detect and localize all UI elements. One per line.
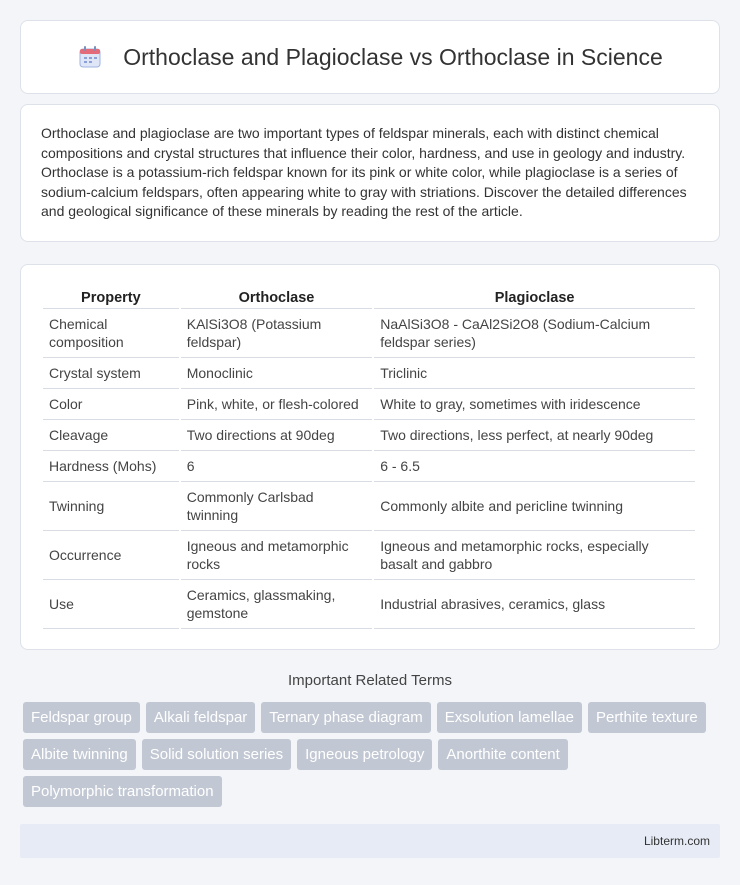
cell-property: Color [43,389,179,420]
cell-orthoclase: 6 [181,451,372,482]
cell-orthoclase: Ceramics, glassmaking, gemstone [181,580,372,629]
cell-property: Occurrence [43,531,179,580]
cell-property: Hardness (Mohs) [43,451,179,482]
table-row [43,309,695,358]
table-header-row [43,286,695,309]
table-row [43,482,695,531]
intro-paragraph: Orthoclase and plagioclase are two important types of feldspar minerals, each with distinct chemical compositions and crystal structures that influence their color, hardness, and use in geology and industry. Orthoclase is a potassium-rich feldspar known for its pink or white color, while plagioclase is a series of sodium-calcium feldspars, often appearing white to gray with striations. Discover the detailed differences and geological significance of these minerals by reading the rest of the article. [41,125,687,219]
table-row [43,451,695,482]
cell-property: Twinning [43,482,179,531]
related-term-tag[interactable]: Perthite texture [588,702,706,733]
footer-site-link[interactable]: Libterm.com [643,834,710,848]
page-title: Orthoclase and Plagioclase vs Orthoclase in Science [123,43,663,70]
related-term-tag[interactable]: Solid solution series [142,739,291,770]
cell-orthoclase: Igneous and metamorphic rocks [181,531,372,580]
comparison-table-card [20,264,720,650]
cell-plagioclase: Two directions, less perfect, at nearly 90deg [374,420,695,451]
cell-orthoclase: Monoclinic [181,358,372,389]
cell-property: Crystal system [43,358,179,389]
related-term-tag[interactable]: Polymorphic transformation [23,776,222,807]
cell-plagioclase: Triclinic [374,358,695,389]
title-card [20,20,720,94]
footer [20,824,720,858]
calendar-icon [77,44,103,70]
header-orthoclase: Orthoclase [181,286,372,309]
related-term-tag[interactable]: Feldspar group [23,702,140,733]
table-row [43,580,695,629]
cell-orthoclase: Pink, white, or flesh-colored [181,389,372,420]
cell-plagioclase: Igneous and metamorphic rocks, especially basalt and gabbro [374,531,695,580]
related-term-tag[interactable]: Anorthite content [438,739,567,770]
table-row [43,389,695,420]
header-plagioclase: Plagioclase [374,286,695,309]
table-row [43,358,695,389]
related-term-tag[interactable]: Igneous petrology [297,739,432,770]
cell-property: Use [43,580,179,629]
table-row [43,420,695,451]
header-property: Property [43,286,179,309]
related-terms-list [20,702,720,813]
cell-orthoclase: KAlSi3O8 (Potassium feldspar) [181,309,372,358]
cell-plagioclase: NaAlSi3O8 - CaAl2Si2O8 (Sodium-Calcium feldspar series) [374,309,695,358]
cell-property: Chemical composition [43,309,179,358]
intro-card [20,104,720,242]
related-term-tag[interactable]: Ternary phase diagram [261,702,430,733]
cell-property: Cleavage [43,420,179,451]
related-term-tag[interactable]: Exsolution lamellae [437,702,582,733]
cell-plagioclase: Commonly albite and pericline twinning [374,482,695,531]
cell-plagioclase: Industrial abrasives, ceramics, glass [374,580,695,629]
cell-orthoclase: Commonly Carlsbad twinning [181,482,372,531]
comparison-table [41,286,697,629]
related-term-tag[interactable]: Albite twinning [23,739,136,770]
related-term-tag[interactable]: Alkali feldspar [146,702,255,733]
related-terms-title: Important Related Terms [288,672,452,689]
cell-plagioclase: White to gray, sometimes with iridescence [374,389,695,420]
table-row [43,531,695,580]
cell-orthoclase: Two directions at 90deg [181,420,372,451]
cell-plagioclase: 6 - 6.5 [374,451,695,482]
